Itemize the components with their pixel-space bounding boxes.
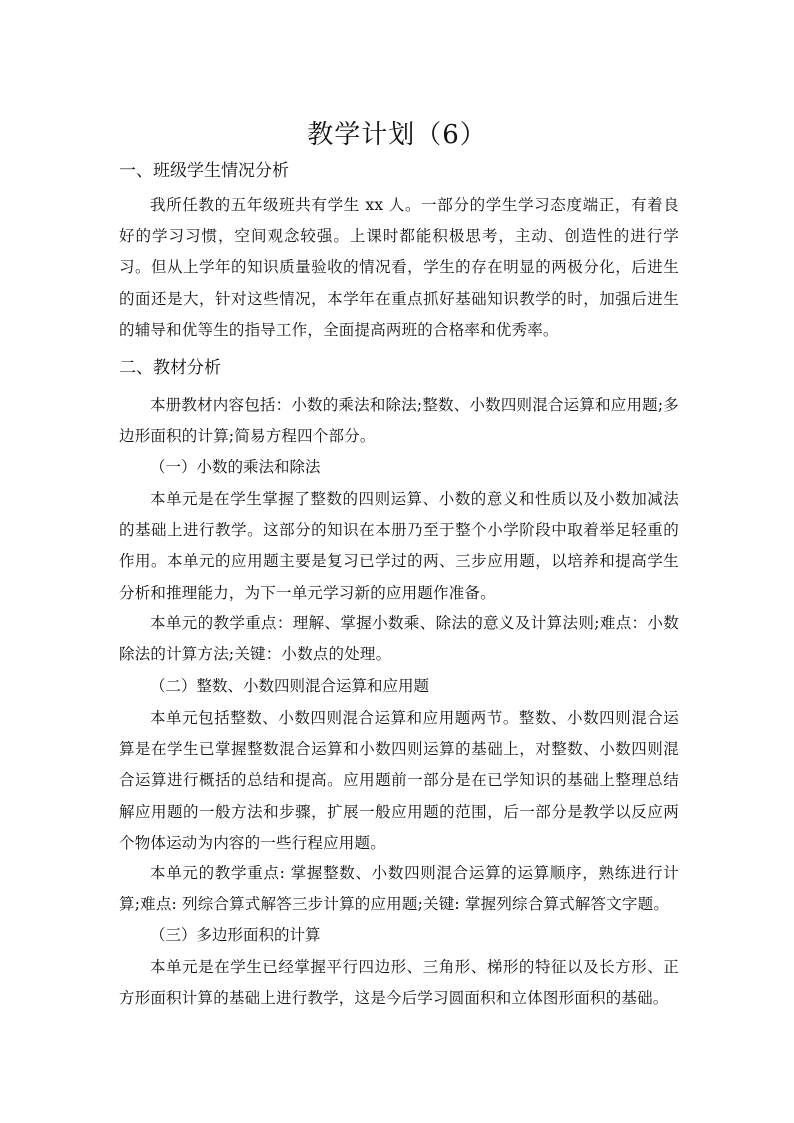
section-heading-student-analysis: 一、班级学生情况分析: [119, 161, 289, 181]
paragraph-unit1-content: 本单元是在学生掌握了整数的四则运算、小数的意义和性质以及小数加减法的基础上进行教学。这部分的知识在本册乃至于整个小学阶段中取着举足轻重的作用。本单元的应用题主要是复习已学过的两、三步应用题，以培养和提高学生分析和推理能力，为下一单元学习新的应用题作准备。: [119, 490, 679, 602]
paragraph-student-analysis: 我所任教的五年级班共有学生 xx 人。一部分的学生学习态度端正，有着良好的学习习惯，空间观念较强。上课时都能积极思考，主动、创造性的进行学习。但从上学年的知识质量验收的情况看，学生的存在明显的两极分化，后进生的面还是大，针对这些情况，本学年在重点抓好基础知识教学的时，加强后进生的辅导和优等生的指导工作，全面提高两班的合格率和优秀率。: [119, 196, 679, 339]
paragraph-unit2-focus: 本单元的教学重点: 掌握整数、小数四则混合运算的运算顺序，熟练进行计算;难点: 列综合算式解答三步计算的应用题;关键: 掌握列综合算式解答文字题。: [119, 864, 679, 914]
paragraph-textbook-intro: 本册教材内容包括：小数的乘法和除法;整数、小数四则混合运算和应用题;多边形面积的计算;简易方程四个部分。: [119, 396, 679, 446]
unit-title-decimal-multiplication: （一）小数的乘法和除法: [150, 458, 321, 476]
unit-title-polygon-area: （三）多边形面积的计算: [150, 926, 321, 944]
paragraph-unit1-focus: 本单元的教学重点：理解、掌握小数乘、除法的意义及计算法则;难点：小数除法的计算方法;关键：小数点的处理。: [119, 614, 679, 664]
document-title: 教学计划（6）: [307, 120, 487, 150]
paragraph-unit3-content: 本单元是在学生已经掌握平行四边形、三角形、梯形的特征以及长方形、正方形面积计算的基础上进行教学，这是今后学习圆面积和立体图形面积的基础。: [119, 958, 679, 1008]
section-heading-textbook-analysis: 二、教材分析: [119, 358, 221, 378]
paragraph-unit2-content: 本单元包括整数、小数四则混合运算和应用题两节。整数、小数四则混合运算是在学生已掌握整数混合运算和小数四则运算的基础上，对整数、小数四则混合运算进行概括的总结和提高。应用题前一部分是在已学知识的基础上整理总结解应用题的一般方法和步骤，扩展一般应用题的范围，后一部分是教学以反应两个物体运动为内容的一些行程应用题。: [119, 709, 679, 852]
unit-title-mixed-operations: （二）整数、小数四则混合运算和应用题: [150, 677, 430, 695]
